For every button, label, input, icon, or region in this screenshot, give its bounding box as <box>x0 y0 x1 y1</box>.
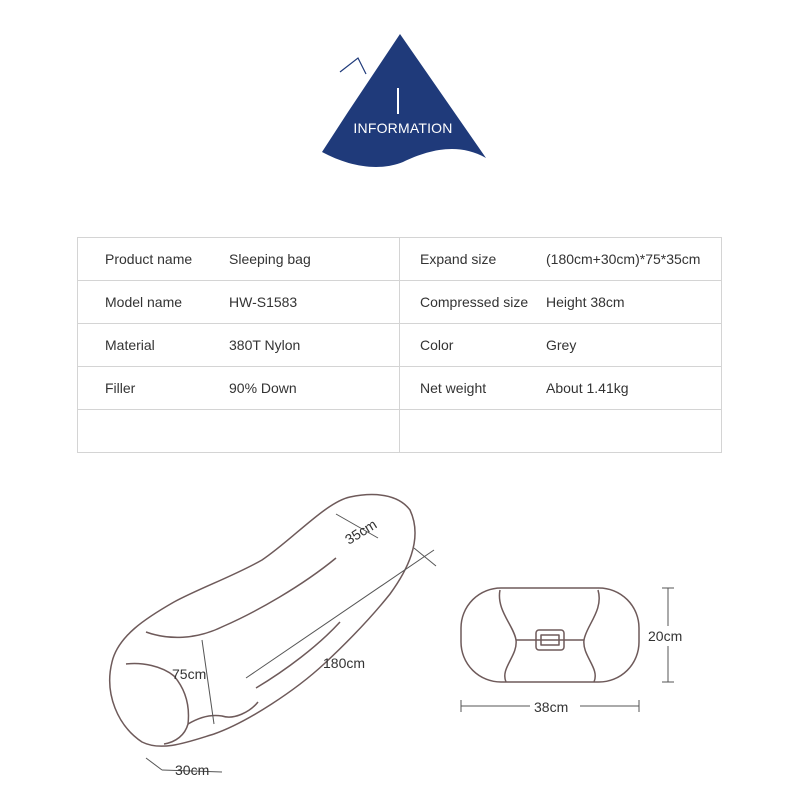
spec-label: Color <box>400 324 547 367</box>
dimension-lines <box>146 514 436 772</box>
spec-label: Expand size <box>400 238 547 281</box>
compressed-dimension-lines <box>461 588 674 712</box>
spec-value: 380T Nylon <box>229 324 400 367</box>
spec-value: About 1.41kg <box>546 367 722 410</box>
spec-value: 90% Down <box>229 367 400 410</box>
spec-label: Material <box>78 324 230 367</box>
compressed-bag-icon <box>461 588 639 682</box>
length-label: 180cm <box>323 655 366 671</box>
spec-value: HW-S1583 <box>229 281 400 324</box>
spec-label: Compressed size <box>400 281 547 324</box>
spec-label: Net weight <box>400 367 547 410</box>
spec-value: Sleeping bag <box>229 238 400 281</box>
compressed-width-label: 38cm <box>534 699 569 715</box>
spec-value: (180cm+30cm)*75*35cm <box>546 238 722 281</box>
spec-value: Grey <box>546 324 722 367</box>
compressed-height-label: 20cm <box>648 628 683 644</box>
shoulder-width-label: 75cm <box>172 666 207 682</box>
section-title: INFORMATION <box>353 120 453 136</box>
spec-label: Model name <box>78 281 230 324</box>
spec-label: Filler <box>78 367 230 410</box>
spec-label: Product name <box>78 238 230 281</box>
hood-depth-label: 30cm <box>175 762 210 778</box>
spec-value: Height 38cm <box>546 281 722 324</box>
head-width-label: 35cm <box>342 515 380 548</box>
